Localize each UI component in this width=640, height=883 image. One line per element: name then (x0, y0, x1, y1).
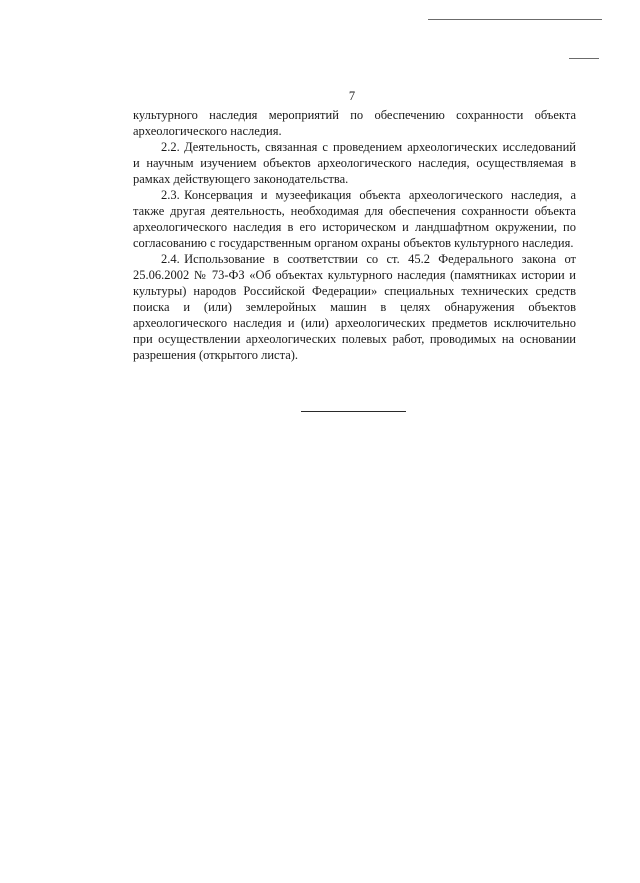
paragraph-text: Консервация и музеефикация объекта археологического наследия, а также другая деятельность, необходимая для обеспечения сохранности объекта археологического наследия в его историческом и ландшафтном окружении, по согласованию с государственным органом охраны объектов культурного наследия. (133, 188, 576, 250)
paragraph-number: 2.2. (161, 140, 180, 154)
paragraph-text: Использование в соответствии со ст. 45.2 Федерального закона от 25.06.2002 № 73-ФЗ «Об объектах культурного наследия (памятниках истории и культуры) народов Российской Федерации» специальных технических средств поиска и (или) землеройных машин в целях обнаружения объектов археологического наследия и (или) археологических предметов исключительно при осуществлении археологических полевых работ, проводимых на основании разрешения (открытого листа). (133, 252, 576, 362)
document-body (133, 107, 576, 363)
page-number: 7 (348, 89, 356, 103)
scan-artifact-line (569, 58, 599, 59)
paragraph-number: 2.4. (161, 252, 180, 266)
paragraph-2-4 (133, 251, 576, 363)
scan-artifact-line (428, 19, 602, 20)
paragraph-text: Деятельность, связанная с проведением археологических исследований и научным изучением объектов археологического наследия, осуществляемая в рамках действующего законодательства. (133, 140, 576, 186)
paragraph-2-2 (133, 139, 576, 187)
continuation-paragraph: культурного наследия мероприятий по обеспечению сохранности объекта археологического наследия. (133, 108, 576, 138)
end-of-text-rule (301, 411, 406, 412)
paragraph-number: 2.3. (161, 188, 180, 202)
paragraph-2-3 (133, 187, 576, 251)
